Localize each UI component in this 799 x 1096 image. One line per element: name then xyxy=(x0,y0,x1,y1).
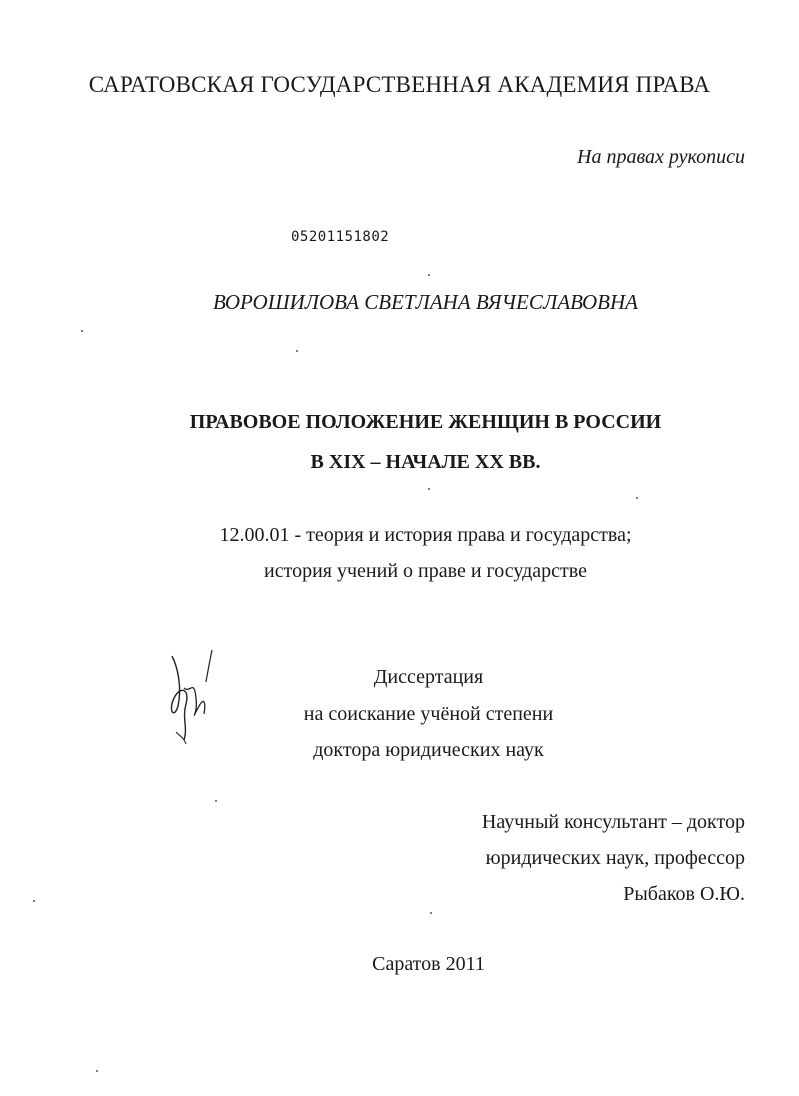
scan-speck xyxy=(296,350,298,352)
dissertation-title-line-2: В XIX – НАЧАЛЕ XX ВВ. xyxy=(310,451,541,473)
scan-speck xyxy=(428,488,430,490)
signature-icon xyxy=(160,648,230,748)
dissertation-title-line-1: ПРАВОВОЕ ПОЛОЖЕНИЕ ЖЕНЩИН В РОССИИ xyxy=(189,411,662,433)
dissertation-label: Диссертация xyxy=(373,666,484,688)
consultant-name: Рыбаков О.Ю. xyxy=(623,883,745,905)
specialty-line-2: история учений о праве и государстве xyxy=(264,560,587,582)
author-name: ВОРОШИЛОВА СВЕТЛАНА ВЯЧЕСЛАВОВНА xyxy=(212,290,638,314)
scan-speck xyxy=(215,800,217,802)
scan-speck xyxy=(33,900,35,902)
degree-name: доктора юридических наук xyxy=(313,739,544,761)
city-year: Саратов 2011 xyxy=(372,953,485,975)
consultant-line-2: юридических наук, профессор xyxy=(485,847,745,869)
consultant-line-1: Научный консультант – доктор xyxy=(481,811,745,833)
scan-speck xyxy=(430,912,432,914)
specialty-line-1: 12.00.01 - теория и история права и государства; xyxy=(219,524,632,546)
document-number: 05201151802 xyxy=(291,229,390,245)
scan-speck xyxy=(96,1070,98,1072)
degree-purpose: на соискание учёной степени xyxy=(303,703,554,725)
scan-speck xyxy=(636,497,638,499)
manuscript-note: На правах рукописи xyxy=(577,146,745,168)
scan-speck xyxy=(428,274,430,276)
institution-name: САРАТОВСКАЯ ГОСУДАРСТВЕННАЯ АКАДЕМИЯ ПРАВА xyxy=(88,72,711,97)
scan-speck xyxy=(81,330,83,332)
